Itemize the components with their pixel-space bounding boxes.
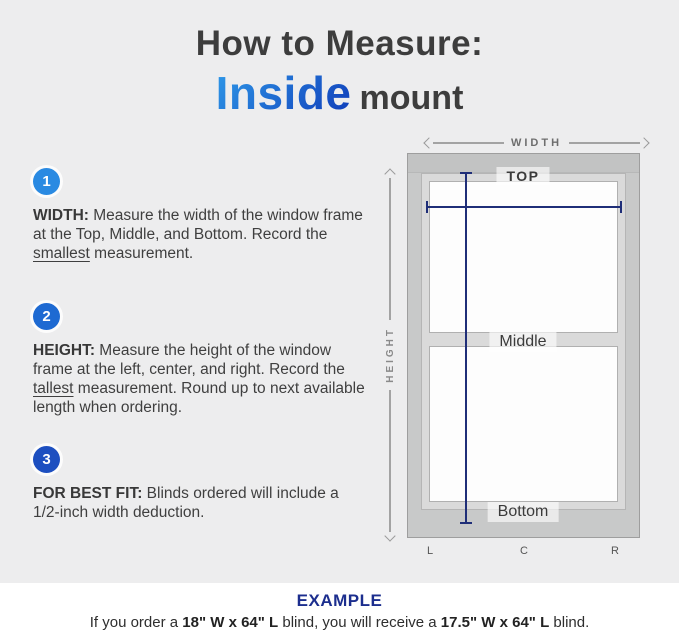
arrow-line xyxy=(389,178,391,320)
step-1-text xyxy=(33,206,365,263)
width-measure-line xyxy=(426,206,622,208)
step-1-body-end: measurement. xyxy=(89,245,194,262)
arrow-right-icon xyxy=(638,137,649,148)
step-1-number-badge: 1 xyxy=(33,168,60,195)
left-position-mark: L xyxy=(427,545,435,557)
step-1-underlined-word: smallest xyxy=(33,245,90,262)
example-mid: blind, you will receive a xyxy=(278,614,441,631)
height-dimension-arrow xyxy=(382,170,398,540)
example-pre: If you order a xyxy=(89,614,183,631)
example-received-size: 17.5" W x 64" L xyxy=(440,614,550,631)
arrow-line xyxy=(569,142,640,144)
arrow-up-icon xyxy=(384,168,395,179)
height-arrow-label: HEIGHT xyxy=(384,327,396,383)
title-line2 xyxy=(0,66,679,120)
window-upper-pane xyxy=(429,181,618,333)
title-emphasis-inside: Inside xyxy=(215,67,352,119)
step-2-underlined-word: tallest xyxy=(33,380,74,397)
width-dimension-arrow xyxy=(425,135,648,151)
center-position-mark: C xyxy=(520,545,529,557)
step-1 xyxy=(33,168,365,263)
middle-zone-label: Middle xyxy=(489,332,556,352)
measure-tick xyxy=(460,172,472,174)
measure-tick xyxy=(620,201,622,213)
top-zone-label: TOP xyxy=(496,167,549,185)
width-arrow-label: WIDTH xyxy=(510,137,563,149)
example-post: blind. xyxy=(549,614,590,631)
step-2-number-badge: 2 xyxy=(33,303,60,330)
example-heading: EXAMPLE xyxy=(296,591,383,610)
step-2-lead: HEIGHT: xyxy=(33,342,95,359)
title-suffix-mount: mount xyxy=(359,79,464,117)
window-lower-pane xyxy=(429,346,618,502)
example-section xyxy=(0,583,679,642)
step-2-body-end: measurement. Round up to next available length when ordering. xyxy=(33,380,365,416)
step-3-text xyxy=(33,484,365,522)
step-2-body: Measure the height of the window frame at the left, center, and right. Record the xyxy=(33,342,345,378)
measure-tick xyxy=(460,522,472,524)
arrow-down-icon xyxy=(384,530,395,541)
window-measure-diagram xyxy=(380,135,679,567)
bottom-zone-label: Bottom xyxy=(488,502,559,522)
example-ordered-size: 18" W x 64" L xyxy=(182,614,279,631)
step-2 xyxy=(33,303,365,417)
step-3-lead: FOR BEST FIT: xyxy=(33,485,143,502)
title-line1: How to Measure: xyxy=(195,24,484,63)
step-3-number-badge: 3 xyxy=(33,446,60,473)
right-position-mark: R xyxy=(611,545,620,557)
step-3 xyxy=(33,446,365,522)
step-2-text xyxy=(33,341,365,417)
page-title xyxy=(0,24,679,120)
step-3-body: Blinds ordered will include a 1/2-inch width deduction. xyxy=(33,485,339,521)
step-1-body: Measure the width of the window frame at the Top, Middle, and Bottom. Record the xyxy=(33,207,363,243)
arrow-line xyxy=(389,390,391,532)
measure-tick xyxy=(426,201,428,213)
arrow-left-icon xyxy=(423,137,434,148)
height-measure-line xyxy=(465,172,467,524)
step-1-lead: WIDTH: xyxy=(33,207,89,224)
example-text xyxy=(0,614,679,631)
arrow-line xyxy=(433,142,504,144)
